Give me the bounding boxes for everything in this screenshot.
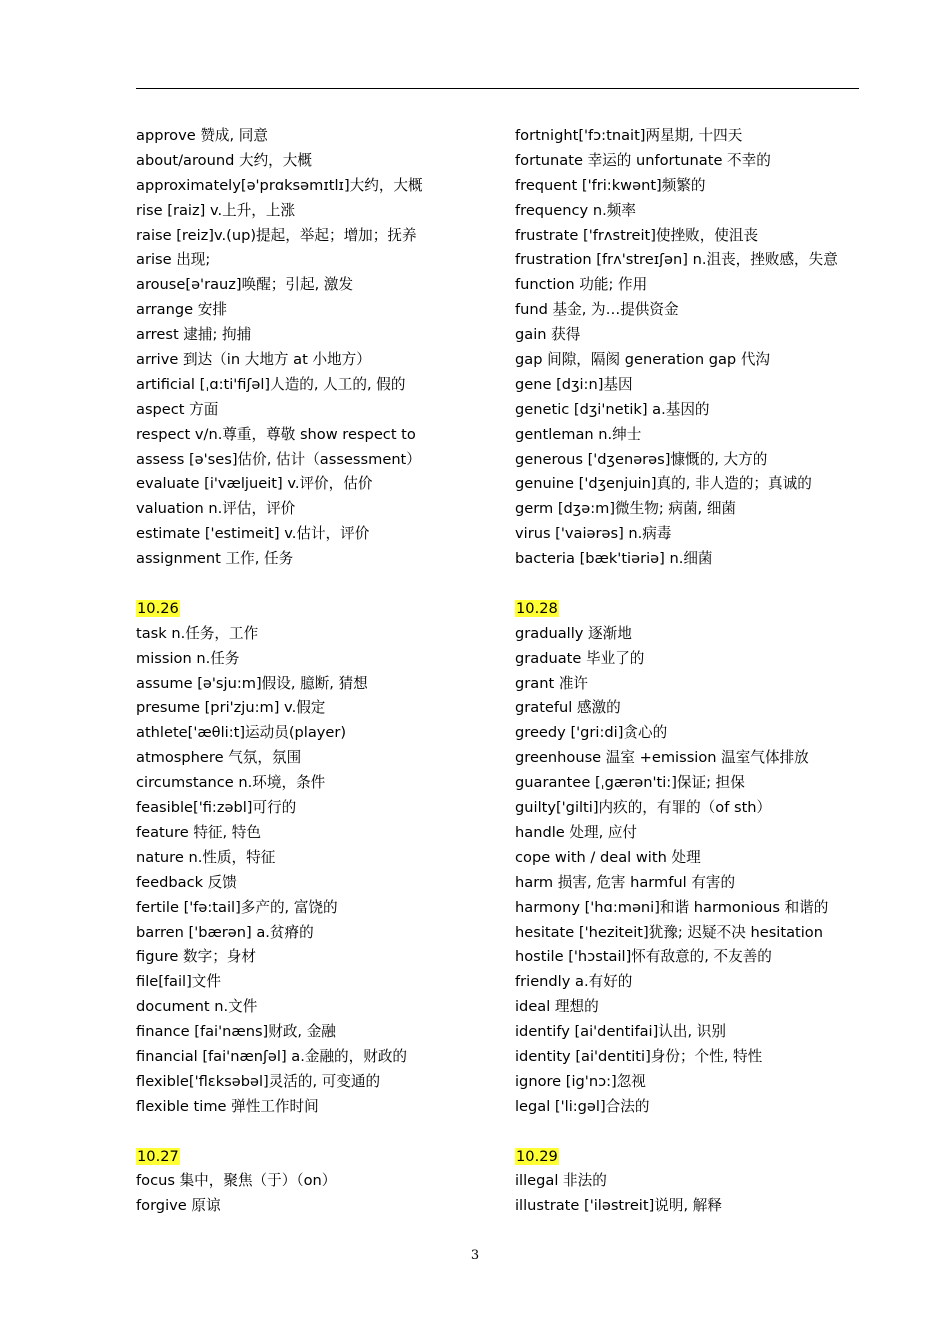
header-rule	[136, 88, 859, 89]
vocab-entry: barren ['bærən] a.贫瘠的	[136, 923, 314, 941]
highlighted-date: 10.26	[137, 599, 179, 617]
vocab-entry: task n.任务，工作	[136, 624, 259, 642]
vocab-entry: approve 赞成, 同意	[136, 127, 268, 144]
vocab-entry: harm 损害, 危害 harmful 有害的	[515, 873, 736, 891]
vocab-entry: friendly a.有好的	[515, 973, 633, 991]
vocab-entry: gradually 逐渐地	[515, 624, 632, 642]
vocab-entry: grateful 感激的	[515, 699, 621, 717]
vocab-entry: file[fail]文件	[136, 973, 221, 991]
vocab-entry: handle 处理, 应付	[515, 823, 638, 841]
vocab-entry: flexible['flɛksəbəl]灵活的, 可变通的	[136, 1072, 381, 1090]
vocab-entry: frequent ['fri:kwənt]频繁的	[515, 176, 706, 194]
vocab-entry: mission n.任务	[136, 649, 240, 667]
vocab-entry: germ [dʒə:m]微生物; 病菌, 细菌	[515, 500, 737, 518]
vocab-entry: forgive 原谅	[136, 1197, 221, 1215]
date-heading	[136, 597, 496, 622]
vocab-entry: frustrate ['frʌstreit]使挫败，使沮丧	[515, 226, 759, 244]
vocab-entry: artificial [ˌɑ:ti'fiʃəl]人造的, 人工的, 假的	[136, 375, 406, 393]
vocab-entry: feedback 反馈	[136, 873, 237, 891]
vocab-entry: function 功能; 作用	[515, 276, 648, 294]
page-number: 3	[470, 1248, 480, 1263]
left-column	[136, 124, 496, 1219]
vocab-entry: assignment 工作, 任务	[136, 550, 294, 568]
date-heading	[515, 1145, 860, 1170]
date-heading	[136, 1145, 496, 1170]
vocab-entry: legal ['li:gəl]合法的	[515, 1097, 650, 1115]
blank-line	[136, 572, 496, 597]
vocab-entry: about/around 大约，大概	[136, 151, 312, 169]
vocab-entry: assume [ə'sju:m]假设, 臆断, 猜想	[136, 674, 368, 692]
highlighted-date: 10.27	[137, 1147, 179, 1165]
vocab-entry: figure 数字；身材	[136, 948, 256, 966]
vocab-entry: genetic [dʒi'netik] a.基因的	[515, 400, 710, 418]
vocab-entry: arrange 安排	[136, 301, 227, 319]
vocab-entry: illegal 非法的	[515, 1172, 607, 1190]
vocab-entry: bacteria [bæk'tiəriə] n.细菌	[515, 550, 713, 568]
vocab-entry: hesitate ['heziteit]犹豫; 迟疑不决 hesitation	[515, 923, 823, 941]
vocab-entry: financial [fai'nænʃəl] a.金融的，财政的	[136, 1047, 408, 1065]
vocab-entry: feature 特征, 特色	[136, 823, 261, 841]
vocab-entry: fortunate 幸运的 unfortunate 不幸的	[515, 151, 771, 169]
blank-line	[515, 1120, 860, 1145]
vocab-entry: illustrate ['iləstreit]说明, 解释	[515, 1197, 722, 1215]
vocab-entry: gentleman n.绅士	[515, 425, 642, 443]
vocab-entry: hostile ['hɔstail]怀有敌意的, 不友善的	[515, 948, 772, 966]
vocab-entry: identify [ai'dentifai]认出, 识别	[515, 1023, 726, 1041]
vocab-entry: rise [raiz] v.上升，上涨	[136, 201, 296, 219]
vocab-entry: fertile ['fə:tail]多产的, 富饶的	[136, 898, 338, 916]
highlighted-date: 10.29	[516, 1147, 558, 1165]
vocab-entry: raise [reiz]v.(up)提起，举起；增加；抚养	[136, 226, 417, 244]
blank-line	[136, 1120, 496, 1145]
vocab-entry: approximately[ə'prɑksəmɪtlɪ]大约，大概	[136, 176, 423, 194]
vocab-entry: fortnight['fɔ:tnait]两星期, 十四天	[515, 127, 743, 144]
highlighted-date: 10.28	[516, 599, 558, 617]
vocab-entry: ideal 理想的	[515, 998, 599, 1016]
right-column	[515, 124, 860, 1219]
vocab-entry: feasible['fi:zəbl]可行的	[136, 799, 297, 817]
vocab-entry: finance [fai'næns]财政, 金融	[136, 1023, 336, 1041]
vocab-entry: gain 获得	[515, 326, 581, 344]
vocab-entry: identity [ai'dentiti]身份；个性, 特性	[515, 1047, 763, 1065]
vocab-entry: greedy ['gri:di]贪心的	[515, 724, 668, 742]
vocab-entry: presume [pri'zju:m] v.假定	[136, 699, 326, 717]
vocab-entry: fund 基金, 为…提供资金	[515, 301, 679, 319]
vocab-entry: circumstance n.环境，条件	[136, 774, 326, 792]
vocab-entry: valuation n.评估，评价	[136, 500, 296, 518]
vocab-entry: arouse[ə'rauz]唤醒；引起, 激发	[136, 276, 354, 294]
vocab-entry: guarantee [ˌgærən'ti:]保证; 担保	[515, 774, 745, 792]
vocab-entry: grant 准许	[515, 674, 589, 692]
vocab-entry: guilty['gilti]内疚的，有罪的（of sth）	[515, 799, 772, 817]
vocab-entry: greenhouse 温室 +emission 温室气体排放	[515, 749, 809, 767]
vocab-entry: frustration [frʌ'streɪʃən] n.沮丧，挫败感，失意	[515, 251, 838, 269]
vocab-entry: flexible time 弹性工作时间	[136, 1097, 319, 1115]
vocab-entry: genuine ['dʒenjuin]真的, 非人造的；真诚的	[515, 475, 812, 493]
vocab-entry: generous ['dʒenərəs]慷慨的, 大方的	[515, 450, 768, 468]
vocab-entry: ignore [ig'nɔ:]忽视	[515, 1072, 646, 1090]
vocab-entry: aspect 方面	[136, 400, 219, 418]
vocab-entry: respect v/n.尊重，尊敬 show respect to	[136, 425, 416, 443]
vocab-entry: arrest 逮捕; 拘捕	[136, 326, 252, 344]
vocab-entry: evaluate [i'væljueit] v.评价，估价	[136, 475, 373, 493]
vocab-entry: graduate 毕业了的	[515, 649, 645, 667]
vocab-entry: estimate ['estimeit] v.估计，评价	[136, 525, 370, 543]
vocab-entry: nature n.性质，特征	[136, 848, 276, 866]
vocab-entry: frequency n.频率	[515, 201, 636, 219]
vocab-entry: gene [dʒi:n]基因	[515, 375, 633, 393]
vocab-entry: focus 集中，聚焦（于）（on）	[136, 1172, 337, 1190]
vocab-entry: assess [ə'ses]估价, 估计（assessment）	[136, 450, 421, 468]
vocab-entry: cope with / deal with 处理	[515, 848, 701, 866]
vocab-entry: gap 间隙，隔阂 generation gap 代沟	[515, 351, 771, 369]
vocab-entry: arrive 到达（in 大地方 at 小地方）	[136, 351, 371, 369]
vocab-entry: athlete['æθli:t]运动员(player)	[136, 724, 347, 742]
vocab-entry: virus ['vaiərəs] n.病毒	[515, 525, 672, 543]
vocab-entry: arise 出现;	[136, 251, 211, 269]
vocab-entry: document n.文件	[136, 998, 258, 1016]
blank-line	[515, 572, 860, 597]
vocab-entry: harmony ['hɑ:məni]和谐 harmonious 和谐的	[515, 898, 829, 916]
date-heading	[515, 597, 860, 622]
vocab-entry: atmosphere 气氛，氛围	[136, 749, 302, 767]
